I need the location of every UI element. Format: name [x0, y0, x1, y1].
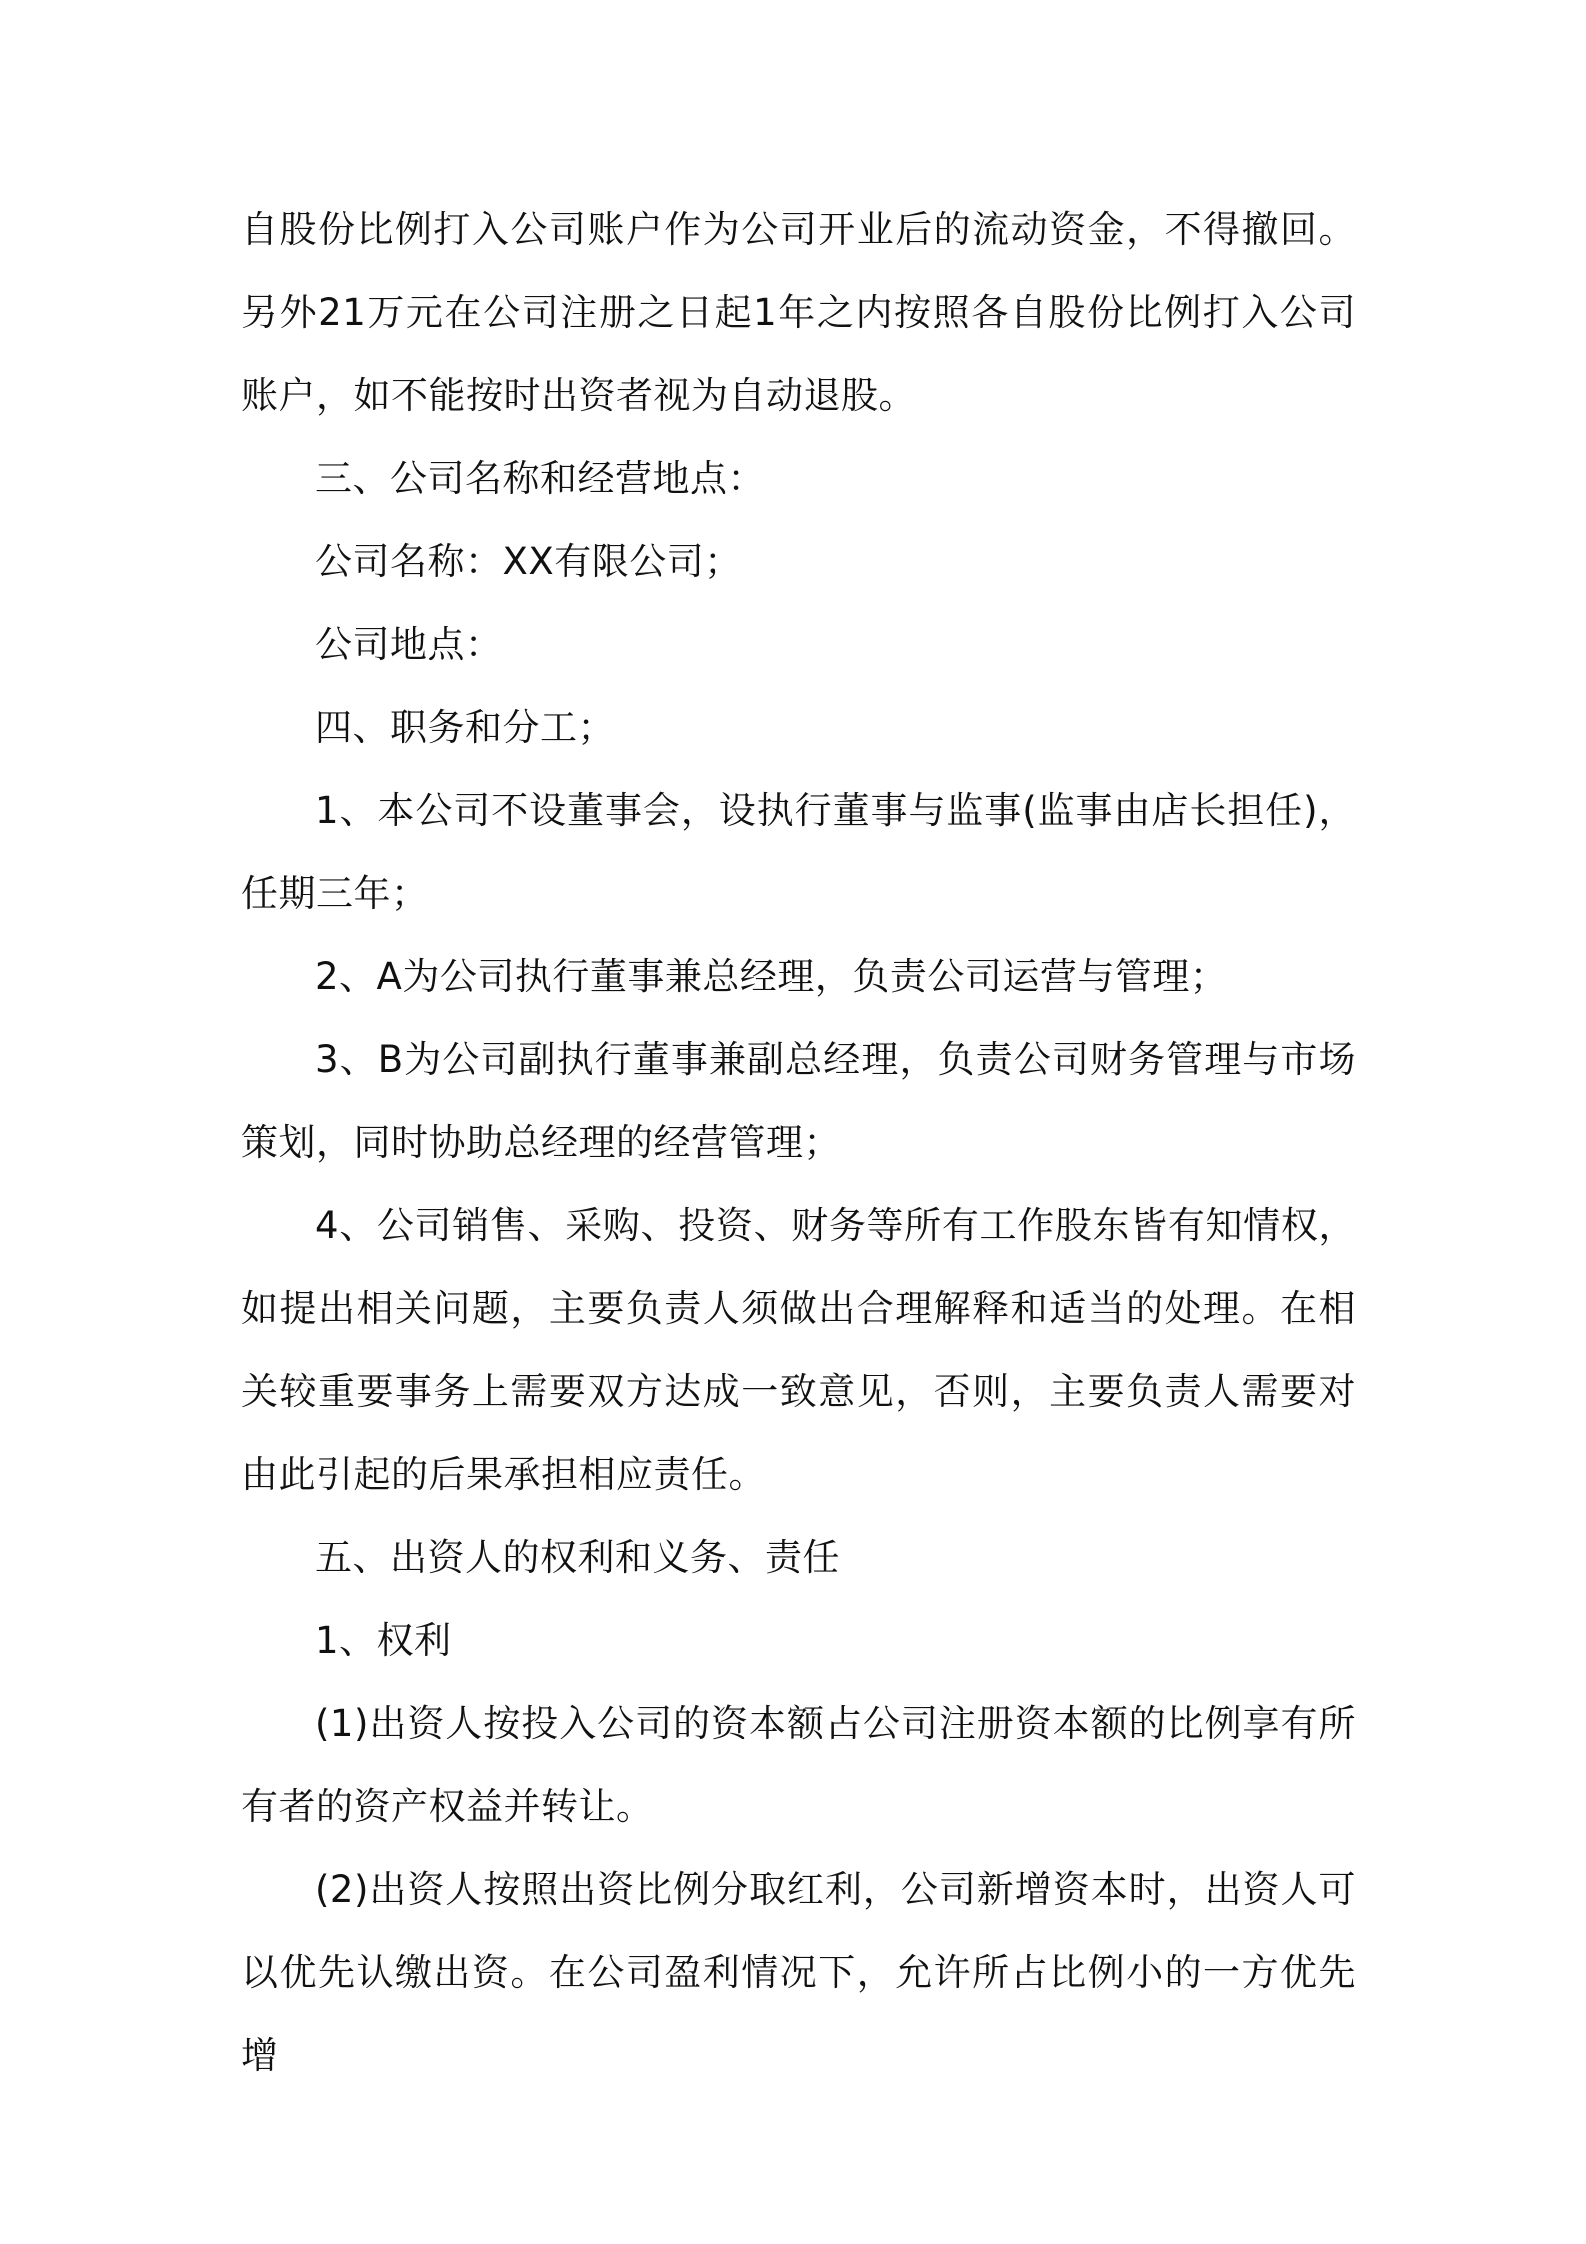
- paragraph-funding-terms: 自股份比例打入公司账户作为公司开业后的流动资金，不得撤回。另外21万元在公司注册之日起1年之内按照各自股份比例打入公司账户，如不能按时出资者视为自动退股。: [241, 208, 1356, 417]
- paragraph-company-name: 公司名称：XX有限公司；: [315, 540, 742, 583]
- paragraph-company-location: 公司地点：: [315, 623, 503, 666]
- paragraph-duty-2: 2、A为公司执行董事兼总经理，负责公司运营与管理；: [315, 955, 1228, 998]
- heading-investor-rights-obligations: 五、出资人的权利和义务、责任: [315, 1536, 840, 1579]
- heading-duties-division: 四、职务和分工；: [315, 706, 615, 749]
- paragraph-duty-1: 1、本公司不设董事会，设执行董事与监事(监事由店长担任)，任期三年；: [241, 789, 1356, 915]
- document-body: [241, 188, 1356, 2097]
- heading-rights: 1、权利: [315, 1619, 452, 1662]
- paragraph-right-2: (2)出资人按照出资比例分取红利，公司新增资本时，出资人可以优先认缴出资。在公司盈利情况下，允许所占比例小的一方优先增: [241, 1868, 1356, 2077]
- paragraph-right-1: (1)出资人按投入公司的资本额占公司注册资本额的比例享有所有者的资产权益并转让。: [241, 1702, 1356, 1828]
- paragraph-duty-3: 3、B为公司副执行董事兼副总经理，负责公司财务管理与市场策划，同时协助总经理的经营管理；: [241, 1038, 1356, 1164]
- heading-company-name-location: 三、公司名称和经营地点：: [315, 457, 765, 500]
- paragraph-duty-4: 4、公司销售、采购、投资、财务等所有工作股东皆有知情权，如提出相关问题，主要负责人须做出合理解释和适当的处理。在相关较重要事务上需要双方达成一致意见，否则，主要负责人需要对由此引起的后果承担相应责任。: [241, 1204, 1356, 1496]
